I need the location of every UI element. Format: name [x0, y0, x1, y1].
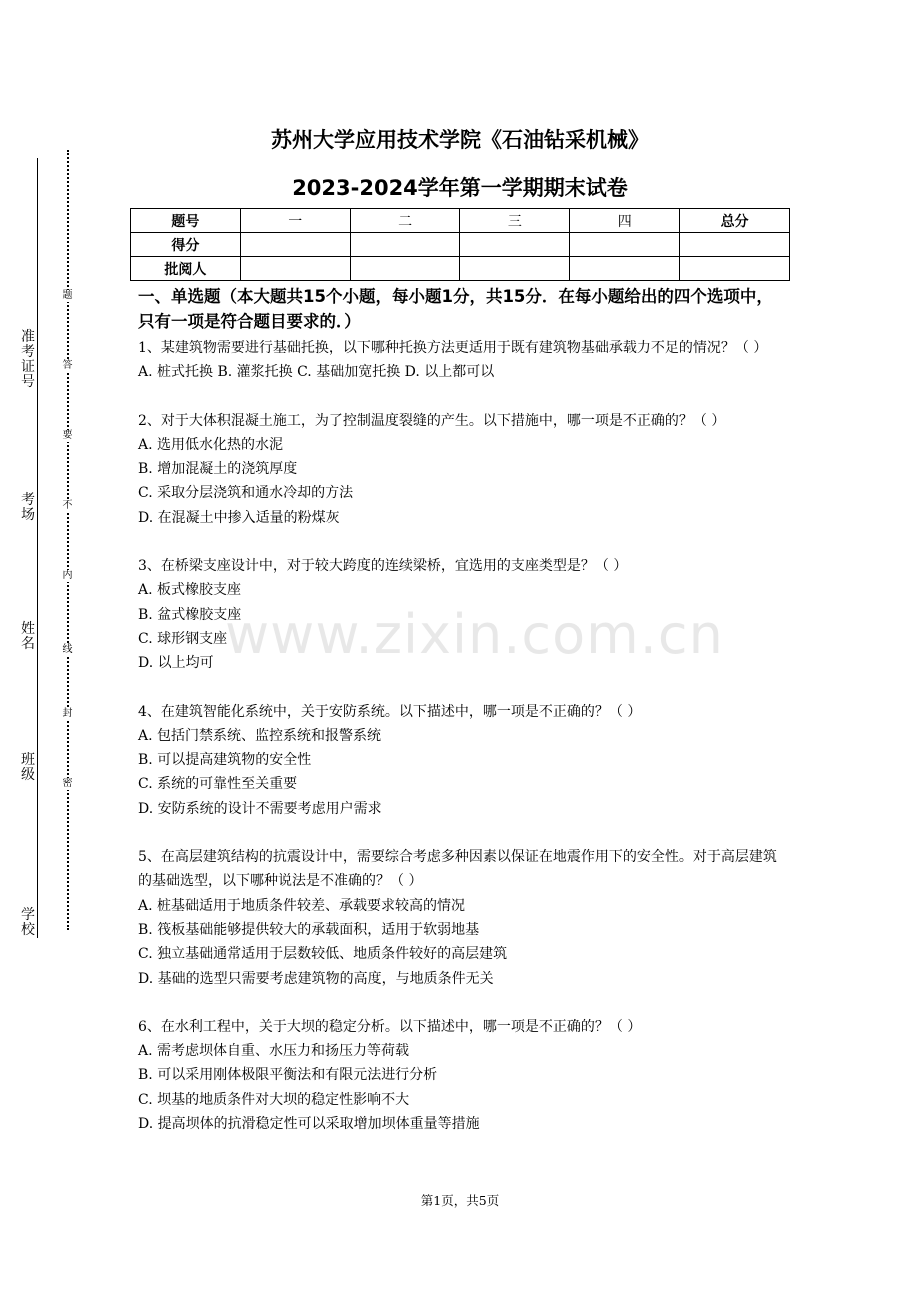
score-cell — [460, 257, 570, 281]
question-stem: 3、在桥梁支座设计中，对于较大跨度的连续梁桥，宜选用的支座类型是？（ ） — [138, 558, 628, 575]
option-d: D. 基础的选型只需要考虑建筑物的高度，与地质条件无关 — [138, 970, 494, 987]
seal-char: 密 — [59, 778, 76, 790]
option-c: C. 独立基础通常适用于层数较低、地质条件较好的高层建筑 — [138, 946, 508, 963]
exam-title-line1: 苏州大学应用技术学院《石油钻采机械》 — [271, 128, 649, 152]
option-a: A. 包括门禁系统、监控系统和报警系统 — [138, 727, 382, 744]
option-c: C. 系统的可靠性至关重要 — [138, 776, 298, 793]
score-row-label: 得分 — [131, 233, 241, 257]
question-5 — [138, 845, 788, 991]
score-cell — [570, 233, 680, 257]
question-stem: 1、某建筑物需要进行基础托换，以下哪种托换方法更适用于既有建筑物基础承载力不足的情况？（ ） — [138, 340, 768, 356]
page-footer: 第1页，共5页 — [420, 1193, 500, 1208]
field-name: 姓名 — [21, 621, 35, 652]
seal-char: 不 — [59, 500, 76, 512]
question-options: A. 桩式托换 B. 灌浆托换 C. 基础加宽托换 D. 以上都可以 — [138, 364, 495, 381]
seal-char: 题 — [59, 290, 76, 302]
binding-solid-line — [37, 158, 38, 938]
option-a: A. 桩基础适用于地质条件较差、承载要求较高的情况 — [138, 897, 466, 914]
score-table — [130, 208, 790, 281]
binding-dotted-line — [67, 150, 69, 930]
score-cell — [350, 233, 460, 257]
score-cell — [240, 233, 350, 257]
binding-strip — [0, 150, 80, 940]
score-header-cell: 三 — [460, 209, 570, 233]
option-d: D. 安防系统的设计不需要考虑用户需求 — [138, 800, 382, 817]
option-c: C. 采取分层浇筑和通水冷却的方法 — [138, 485, 354, 502]
score-table-header-row — [131, 209, 790, 233]
score-cell — [570, 257, 680, 281]
score-cell — [350, 257, 460, 281]
exam-title-line2: 2023-2024学年第一学期期末试卷 — [292, 176, 628, 200]
question-2 — [138, 409, 788, 530]
score-cell — [680, 233, 790, 257]
option-b: B. 可以提高建筑物的安全性 — [138, 752, 312, 769]
score-cell — [240, 257, 350, 281]
score-cell — [680, 257, 790, 281]
option-b: B. 筏板基础能够提供较大的承载面积，适用于软弱地基 — [138, 921, 480, 938]
option-b: B. 可以采用刚体极限平衡法和有限元法进行分析 — [138, 1067, 438, 1084]
score-cell — [460, 233, 570, 257]
score-header-cell: 二 — [350, 209, 460, 233]
question-stem: 5、在高层建筑结构的抗震设计中，需要综合考虑多种因素以保证在地震作用下的安全性。对于高层建筑的基础选型，以下哪种说法是不准确的？（ ） — [138, 849, 777, 890]
option-c: C. 坝基的地质条件对大坝的稳定性影响不大 — [138, 1091, 410, 1108]
field-class: 班级 — [21, 752, 35, 783]
field-admission-number: 准考证号 — [21, 329, 35, 390]
seal-char: 线 — [59, 644, 76, 656]
score-header-cell: 题号 — [131, 209, 241, 233]
option-d: D. 提高坝体的抗滑稳定性可以采取增加坝体重量等措施 — [138, 1116, 480, 1133]
score-row-label: 批阅人 — [131, 257, 241, 281]
question-stem: 2、对于大体积混凝土施工，为了控制温度裂缝的产生。以下措施中，哪一项是不正确的？（ ） — [138, 412, 726, 429]
score-header-cell: 四 — [570, 209, 680, 233]
option-b: B. 增加混凝土的浇筑厚度 — [138, 461, 298, 478]
question-4 — [138, 700, 788, 821]
option-c: C. 球形钢支座 — [138, 630, 228, 647]
question-stem: 6、在水利工程中，关于大坝的稳定分析。以下描述中，哪一项是不正确的？（ ） — [138, 1018, 642, 1035]
option-d: D. 以上均可 — [138, 655, 214, 672]
field-school: 学校 — [21, 907, 35, 938]
option-a: A. 选用低水化热的水泥 — [138, 436, 284, 453]
question-6 — [138, 1015, 788, 1136]
option-a: A. 需考虑坝体自重、水压力和扬压力等荷载 — [138, 1043, 410, 1060]
exam-content — [138, 284, 788, 1160]
option-a: A. 板式橡胶支座 — [138, 582, 242, 599]
seal-char: 要 — [59, 430, 76, 442]
option-d: D. 在混凝土中掺入适量的粉煤灰 — [138, 509, 340, 526]
score-header-cell: 总分 — [680, 209, 790, 233]
score-table-row — [131, 233, 790, 257]
question-stem: 4、在建筑智能化系统中，关于安防系统。以下描述中，哪一项是不正确的？（ ） — [138, 703, 642, 720]
question-1 — [138, 336, 788, 385]
seal-char: 答 — [59, 360, 76, 372]
seal-char: 封 — [59, 708, 76, 720]
section-heading: 一、单选题（本大题共15个小题，每小题1分，共15分．在每小题给出的四个选项中，只有一项是符合题目要求的．） — [138, 287, 773, 331]
field-exam-room: 考场 — [21, 492, 35, 523]
score-table-row — [131, 257, 790, 281]
option-b: B. 盆式橡胶支座 — [138, 606, 242, 623]
watermark: www.zixin.com.cn — [225, 603, 724, 666]
seal-char: 内 — [59, 570, 76, 582]
score-header-cell: 一 — [240, 209, 350, 233]
